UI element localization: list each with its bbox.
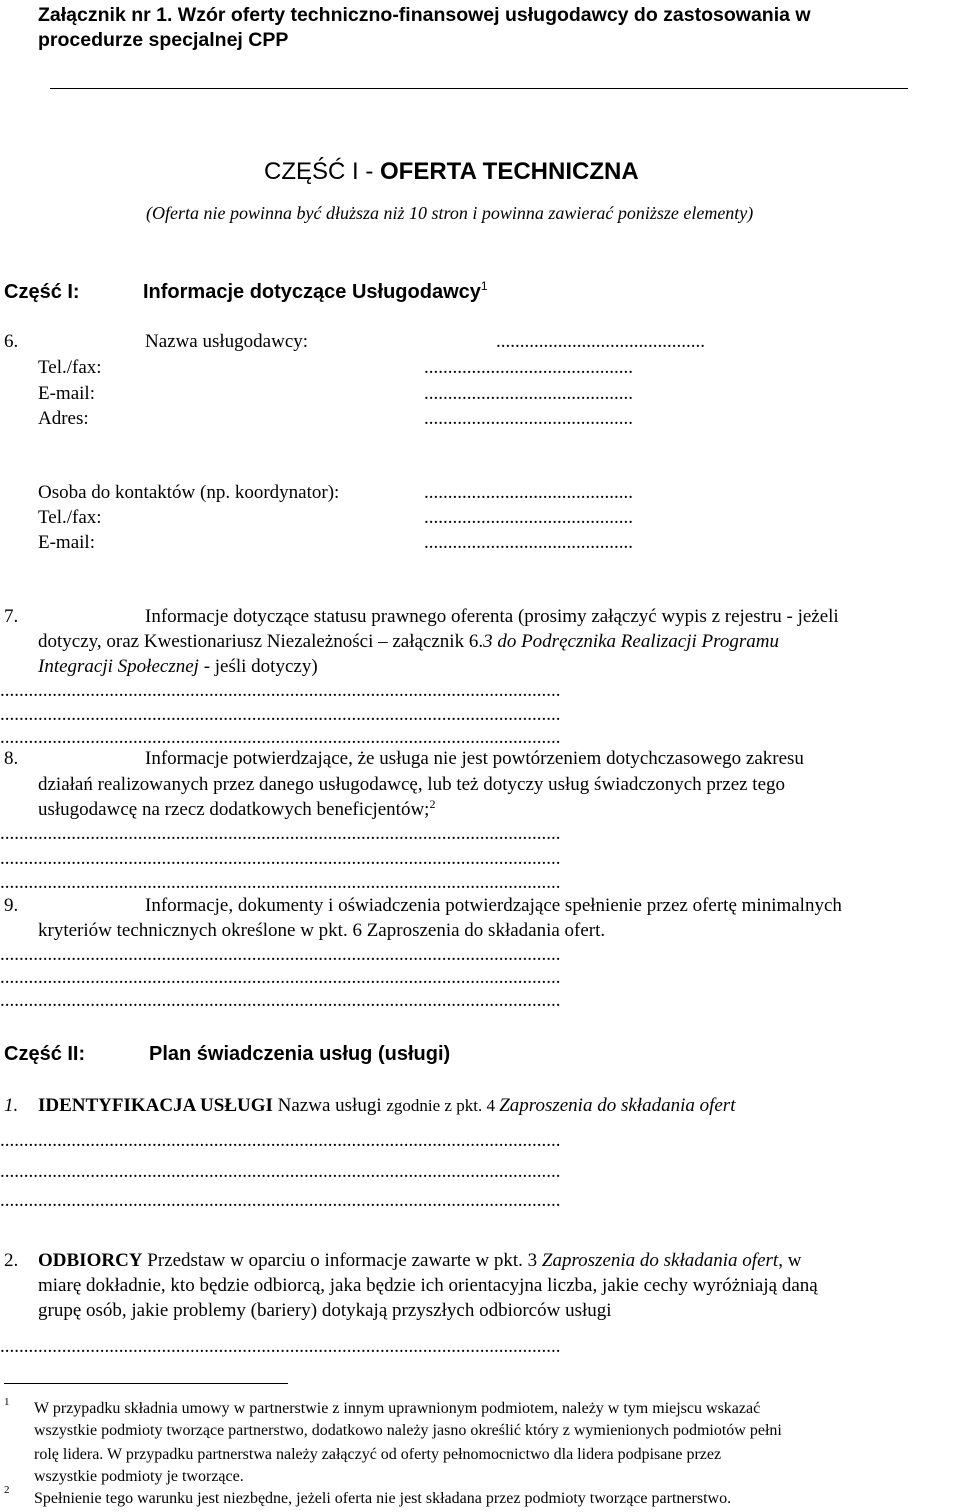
part-title-prefix: CZĘŚĆ I - bbox=[264, 158, 381, 185]
item-text-small: zgodnie z pkt. 4 bbox=[386, 1096, 500, 1115]
dotted-line: ...................................................................................................................... bbox=[0, 1336, 561, 1357]
field-label: E-mail: bbox=[38, 532, 95, 553]
section-title bbox=[143, 281, 488, 304]
field-value: ............................................ bbox=[424, 408, 633, 429]
footnote-ref: 1 bbox=[480, 279, 488, 293]
dotted-line: ...................................................................................................................... bbox=[0, 1161, 561, 1182]
item-number: 1. bbox=[4, 1095, 19, 1116]
part-title-note: (Oferta nie powinna być dłuższa niż 10 stron i powinna zawierać poniższe elementy) bbox=[146, 203, 754, 223]
footnote-text: wszystkie podmioty je tworzące. bbox=[34, 1468, 244, 1485]
item-text bbox=[38, 656, 318, 678]
dotted-line: ...................................................................................................................... bbox=[0, 872, 561, 893]
field-label: Tel./fax: bbox=[38, 507, 102, 528]
footnote-divider bbox=[4, 1383, 288, 1384]
dotted-line: ...................................................................................................................... bbox=[0, 967, 561, 988]
item-number: 7. bbox=[4, 606, 19, 627]
item-text: miarę dokładnie, kto będzie odbiorcą, jaka będzie ich orientacyjna liczba, jakie cechy wyróżniają daną bbox=[38, 1275, 818, 1296]
field-value: ............................................ bbox=[424, 532, 633, 553]
item-number: 2. bbox=[4, 1250, 19, 1271]
item-text-part: usługodawcę na rzecz dodatkowych beneficjentów; bbox=[38, 799, 430, 820]
document-header-line2: procedurze specjalnej CPP bbox=[38, 29, 289, 51]
item-text-part: Przedstaw w oparciu o informacje zawarte w pkt. 3 bbox=[142, 1250, 542, 1271]
item-text: Informacje dotyczące statusu prawnego oferenta (prosimy załączyć wypis z rejestru - jeżeli bbox=[145, 606, 839, 627]
item-text bbox=[38, 1095, 735, 1117]
dotted-line: ...................................................................................................................... bbox=[0, 680, 561, 701]
footnote-text: Spełnienie tego warunku jest niezbędne, jeżeli oferta nie jest składana przez podmioty tworzące partnerstwo. bbox=[34, 1490, 732, 1507]
dotted-line: ...................................................................................................................... bbox=[0, 990, 561, 1011]
item-text: Informacje, dokumenty i oświadczenia potwierdzające spełnienie przez ofertę minimalnych bbox=[145, 895, 842, 916]
section-label: Część II: bbox=[4, 1043, 86, 1065]
field-value: ............................................ bbox=[424, 383, 633, 404]
field-label: Osoba do kontaktów (np. koordynator): bbox=[38, 482, 340, 503]
item-text-italic: Integracji Społecznej bbox=[38, 656, 199, 677]
item-text-italic: Zaproszenia do składania ofert bbox=[499, 1095, 736, 1116]
item-text: działań realizowanych przez danego usługodawcę, lub też dotyczy usług świadczonych przez tego bbox=[38, 774, 786, 795]
item-text-part: - jeśli dotyczy) bbox=[198, 656, 318, 677]
field-value: ............................................ bbox=[424, 357, 633, 378]
item-text bbox=[38, 1250, 801, 1272]
part-title bbox=[264, 158, 639, 186]
item-text: grupę osób, jakie problemy (bariery) dotykają przyszłych odbiorców usługi bbox=[38, 1300, 612, 1321]
item-text-part: , w bbox=[778, 1250, 802, 1271]
dotted-line: ...................................................................................................................... bbox=[0, 848, 561, 869]
item-number: 9. bbox=[4, 895, 19, 916]
dotted-line: ...................................................................................................................... bbox=[0, 1190, 561, 1211]
item-text: Informacje potwierdzające, że usługa nie jest powtórzeniem dotychczasowego zakresu bbox=[145, 748, 804, 769]
field-value: ............................................ bbox=[424, 482, 633, 503]
item-text: kryteriów technicznych określone w pkt. 6 Zaproszenia do składania ofert. bbox=[38, 920, 606, 941]
footnote-text: rolę lidera. W przypadku partnerstwa należy załączyć od oferty pełnomocnictwo dla lidera podpisane przez bbox=[34, 1446, 722, 1463]
field-value: ............................................ bbox=[496, 331, 705, 352]
dotted-line: ...................................................................................................................... bbox=[0, 823, 561, 844]
item-text-bold: ODBIORCY bbox=[38, 1250, 143, 1271]
dotted-line: ...................................................................................................................... bbox=[0, 1130, 561, 1151]
section-title: Plan świadczenia usług (usługi) bbox=[149, 1043, 451, 1065]
item-text-part: dotyczy, oraz Kwestionariusz Niezależności – załącznik 6. bbox=[38, 631, 484, 652]
section-label: Część I: bbox=[4, 281, 80, 303]
item-text-bold: IDENTYFIKACJA USŁUGI bbox=[38, 1095, 273, 1116]
document-header-line1: Załącznik nr 1. Wzór oferty techniczno-finansowej usługodawcy do zastosowania w bbox=[38, 4, 811, 26]
field-label: Tel./fax: bbox=[38, 357, 102, 378]
field-label: Nazwa usługodawcy: bbox=[145, 331, 309, 352]
dotted-line: ...................................................................................................................... bbox=[0, 944, 561, 965]
section-title-text: Informacje dotyczące Usługodawcy bbox=[143, 281, 481, 303]
footnote-text: W przypadku składnia umowy w partnerstwie z innym uprawnionym podmiotem, należy w tym miejscu wskazać bbox=[34, 1400, 761, 1417]
footnote-number: 2 bbox=[4, 1484, 10, 1496]
item-text bbox=[38, 799, 435, 821]
header-divider bbox=[50, 88, 908, 89]
footnote-ref: 2 bbox=[429, 797, 436, 811]
part-title-bold: OFERTA TECHNICZNA bbox=[380, 158, 639, 185]
item-number: 6. bbox=[4, 331, 19, 352]
item-text bbox=[38, 631, 779, 653]
field-label: E-mail: bbox=[38, 383, 95, 404]
item-text-italic: 3 do Podręcznika Realizacji Programu bbox=[483, 631, 779, 652]
item-text-italic: Zaproszenia do składania ofert bbox=[541, 1250, 779, 1271]
footnote-number: 1 bbox=[4, 1396, 10, 1408]
item-number: 8. bbox=[4, 748, 19, 769]
field-value: ............................................ bbox=[424, 507, 633, 528]
field-label: Adres: bbox=[38, 408, 89, 429]
footnote-text: wszystkie podmioty tworzące partnerstwo, dodatkowo należy jasno określić który z wymienionych podmiotów pełni bbox=[34, 1422, 782, 1439]
dotted-line: ...................................................................................................................... bbox=[0, 704, 561, 725]
dotted-line: ...................................................................................................................... bbox=[0, 727, 561, 748]
item-text-part: Nazwa usługi bbox=[272, 1095, 387, 1116]
